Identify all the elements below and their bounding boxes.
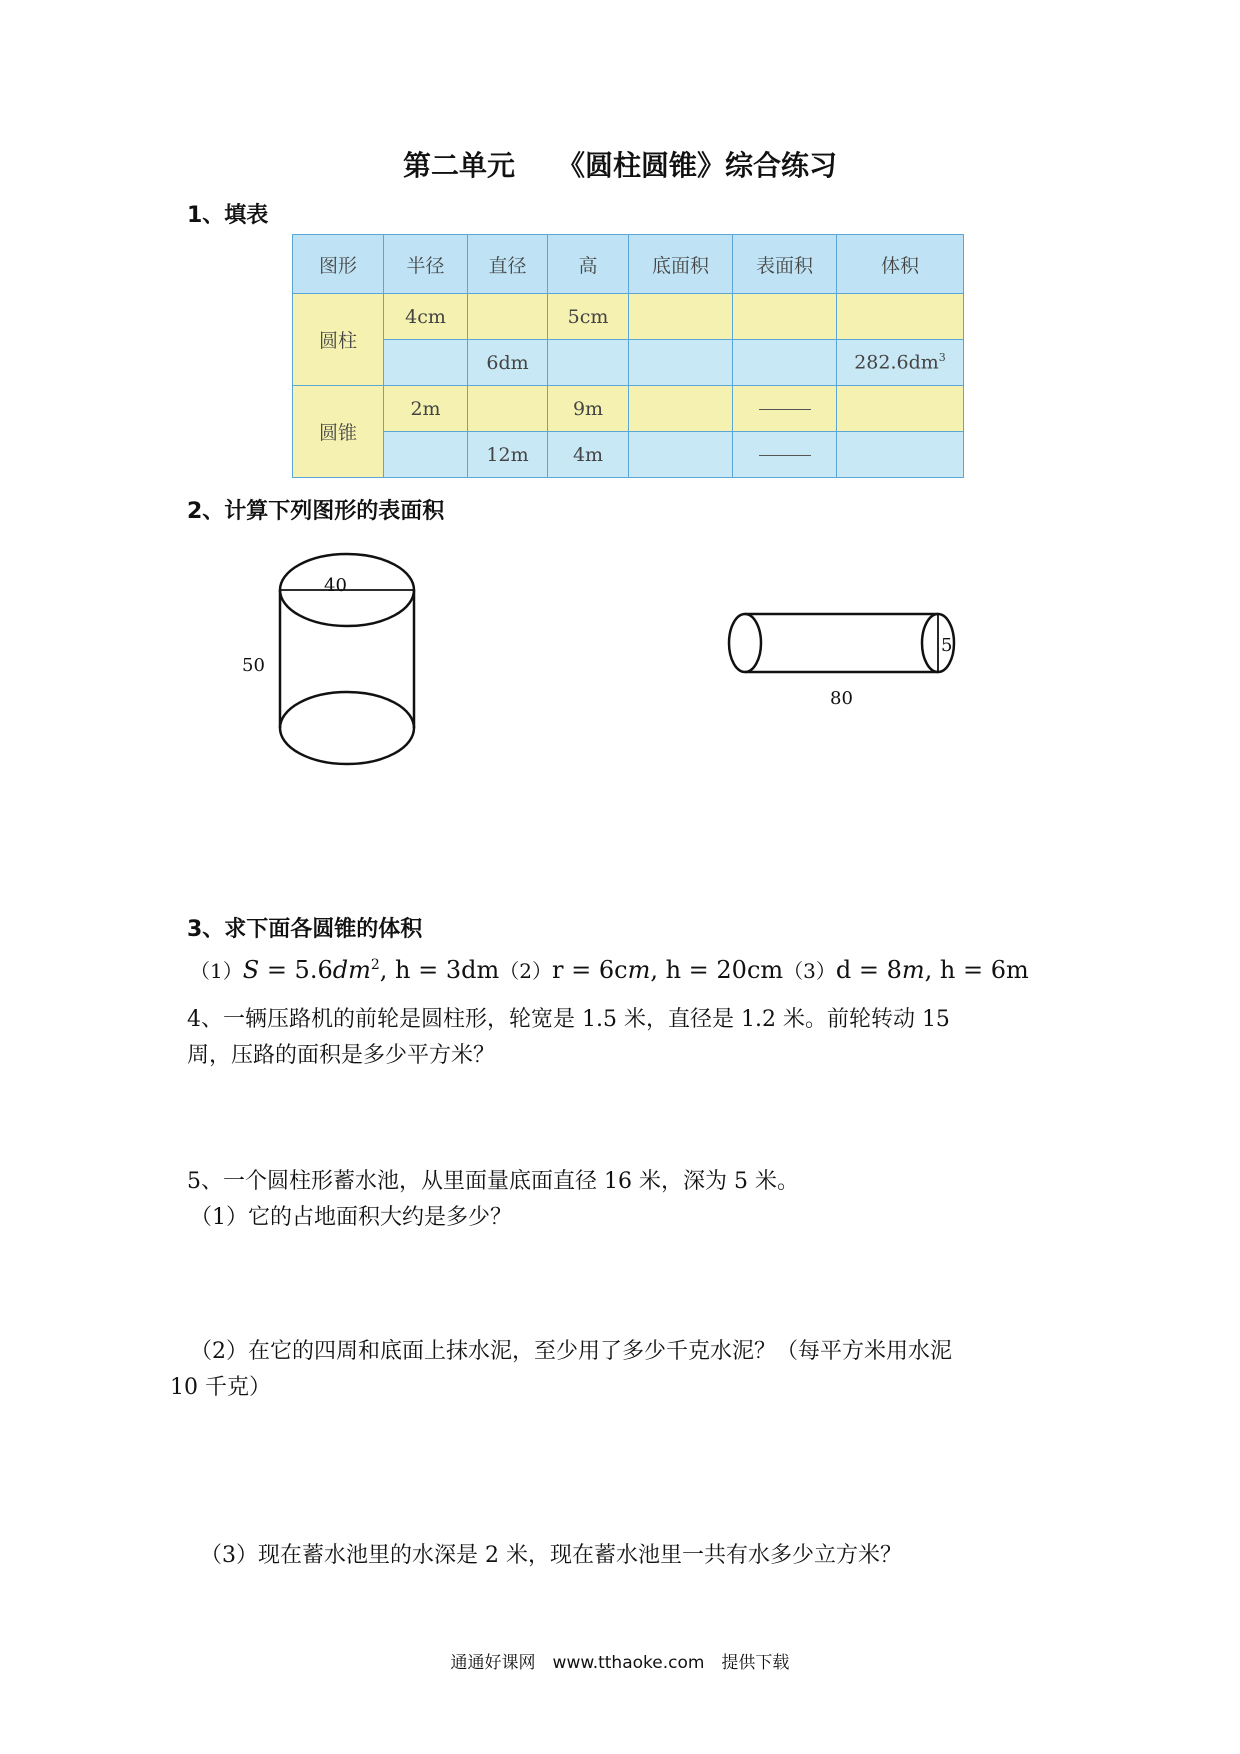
cylinder-r2-height[interactable] xyxy=(548,340,629,386)
header-radius: 半径 xyxy=(384,235,468,294)
cylinder-r1-base-area[interactable] xyxy=(629,294,733,340)
q5-sub2-line2: 10 千克） xyxy=(170,1375,271,1400)
vertical-cylinder-figure xyxy=(270,550,430,775)
q3-p1-label: （1） xyxy=(190,959,243,983)
not-applicable-dash xyxy=(759,409,811,410)
table-row xyxy=(293,294,964,340)
header-volume: 体积 xyxy=(837,235,964,294)
row-label-cone: 圆锥 xyxy=(293,386,384,478)
q3-p2-m: m xyxy=(627,956,651,984)
q3-p1-eq: = 5.6 xyxy=(259,956,333,984)
fig2-diameter-label: 5 xyxy=(941,635,953,656)
q3-p1-s: S xyxy=(242,956,260,984)
q3-p3-label: （3） xyxy=(783,959,836,983)
header-shape: 图形 xyxy=(293,235,384,294)
cylinder-r2-volume-value: 282.6dm xyxy=(854,351,939,374)
horizontal-cylinder-figure xyxy=(725,610,961,678)
q5-sub2-line1: （2）在它的四周和底面上抹水泥，至少用了多少千克水泥？（每平方米用水泥 xyxy=(190,1339,952,1364)
cylinder-bottom-ellipse xyxy=(280,692,414,764)
header-diameter: 直径 xyxy=(468,235,548,294)
q3-p2-label: （2） xyxy=(499,959,552,983)
row-label-cylinder: 圆柱 xyxy=(293,294,384,386)
table-header-row xyxy=(293,235,964,294)
page-title: 第二单元 《圆柱圆锥》综合练习 xyxy=(402,149,837,182)
cone-r1-diameter[interactable] xyxy=(468,386,548,432)
q3-p2-text: r = 6c xyxy=(552,956,628,984)
table-row xyxy=(293,386,964,432)
cone-r1-base-area[interactable] xyxy=(629,386,733,432)
cylinder-r2-base-area[interactable] xyxy=(629,340,733,386)
cylinder-r2-volume[interactable] xyxy=(837,340,964,386)
q5-intro: 5、一个圆柱形蓄水池，从里面量底面直径 16 米，深为 5 米。 xyxy=(187,1169,799,1194)
q3-p1-unit: dm xyxy=(332,956,371,984)
cylinder-r1-surface-area[interactable] xyxy=(733,294,837,340)
table-row xyxy=(293,432,964,478)
fig1-diameter-label: 40 xyxy=(324,575,347,596)
cylinder-r2-volume-exponent: 3 xyxy=(938,351,946,365)
q3-p3-rest: , h = 6m xyxy=(924,956,1029,984)
header-height: 高 xyxy=(548,235,629,294)
cone-r1-height[interactable]: 9m xyxy=(548,386,629,432)
cylinder-r1-height[interactable]: 5cm xyxy=(548,294,629,340)
cylinder-r1-volume[interactable] xyxy=(837,294,964,340)
cylinder-r1-diameter[interactable] xyxy=(468,294,548,340)
q3-p1-exp: 2 xyxy=(370,957,380,973)
q3-heading: 3、求下面各圆锥的体积 xyxy=(187,917,423,942)
table-row xyxy=(293,340,964,386)
cone-r2-base-area[interactable] xyxy=(629,432,733,478)
cone-r2-volume[interactable] xyxy=(837,432,964,478)
q3-p2-rest: , h = 20cm xyxy=(650,956,784,984)
q3-p3-m: m xyxy=(901,956,925,984)
cone-r2-surface-area xyxy=(733,432,837,478)
header-base-area: 底面积 xyxy=(629,235,733,294)
cone-r1-surface-area xyxy=(733,386,837,432)
cone-r2-radius[interactable] xyxy=(384,432,468,478)
fig1-height-label: 50 xyxy=(242,655,265,676)
cylinder-r1-radius[interactable]: 4cm xyxy=(384,294,468,340)
q2-heading: 2、计算下列图形的表面积 xyxy=(187,499,445,524)
cone-r1-volume[interactable] xyxy=(837,386,964,432)
cone-r1-radius[interactable]: 2m xyxy=(384,386,468,432)
q4-line1: 4、一辆压路机的前轮是圆柱形，轮宽是 1.5 米，直径是 1.2 米。前轮转动 15 xyxy=(187,1007,950,1032)
q3-p3-text: d = 8 xyxy=(835,956,902,984)
cylinder-left-ellipse xyxy=(729,614,761,672)
fill-table xyxy=(292,234,964,478)
footer: 通通好课网 www.tthaoke.com 提供下载 xyxy=(450,1653,790,1673)
cone-r2-diameter[interactable]: 12m xyxy=(468,432,548,478)
q5-sub3: （3）现在蓄水池里的水深是 2 米，现在蓄水池里一共有水多少立方米？ xyxy=(200,1543,902,1568)
cone-r2-height[interactable]: 4m xyxy=(548,432,629,478)
q3-problems xyxy=(190,955,1029,984)
q3-p1-rest: , h = 3dm xyxy=(379,956,500,984)
q4-line2: 周，压路的面积是多少平方米？ xyxy=(187,1043,496,1068)
not-applicable-dash xyxy=(759,455,811,456)
q5-sub1: （1）它的占地面积大约是多少？ xyxy=(190,1205,512,1230)
q1-heading: 1、填表 xyxy=(187,203,269,228)
fig2-length-label: 80 xyxy=(830,688,853,709)
cylinder-r2-surface-area[interactable] xyxy=(733,340,837,386)
cylinder-r2-diameter[interactable]: 6dm xyxy=(468,340,548,386)
cylinder-r2-radius[interactable] xyxy=(384,340,468,386)
header-surface-area: 表面积 xyxy=(733,235,837,294)
